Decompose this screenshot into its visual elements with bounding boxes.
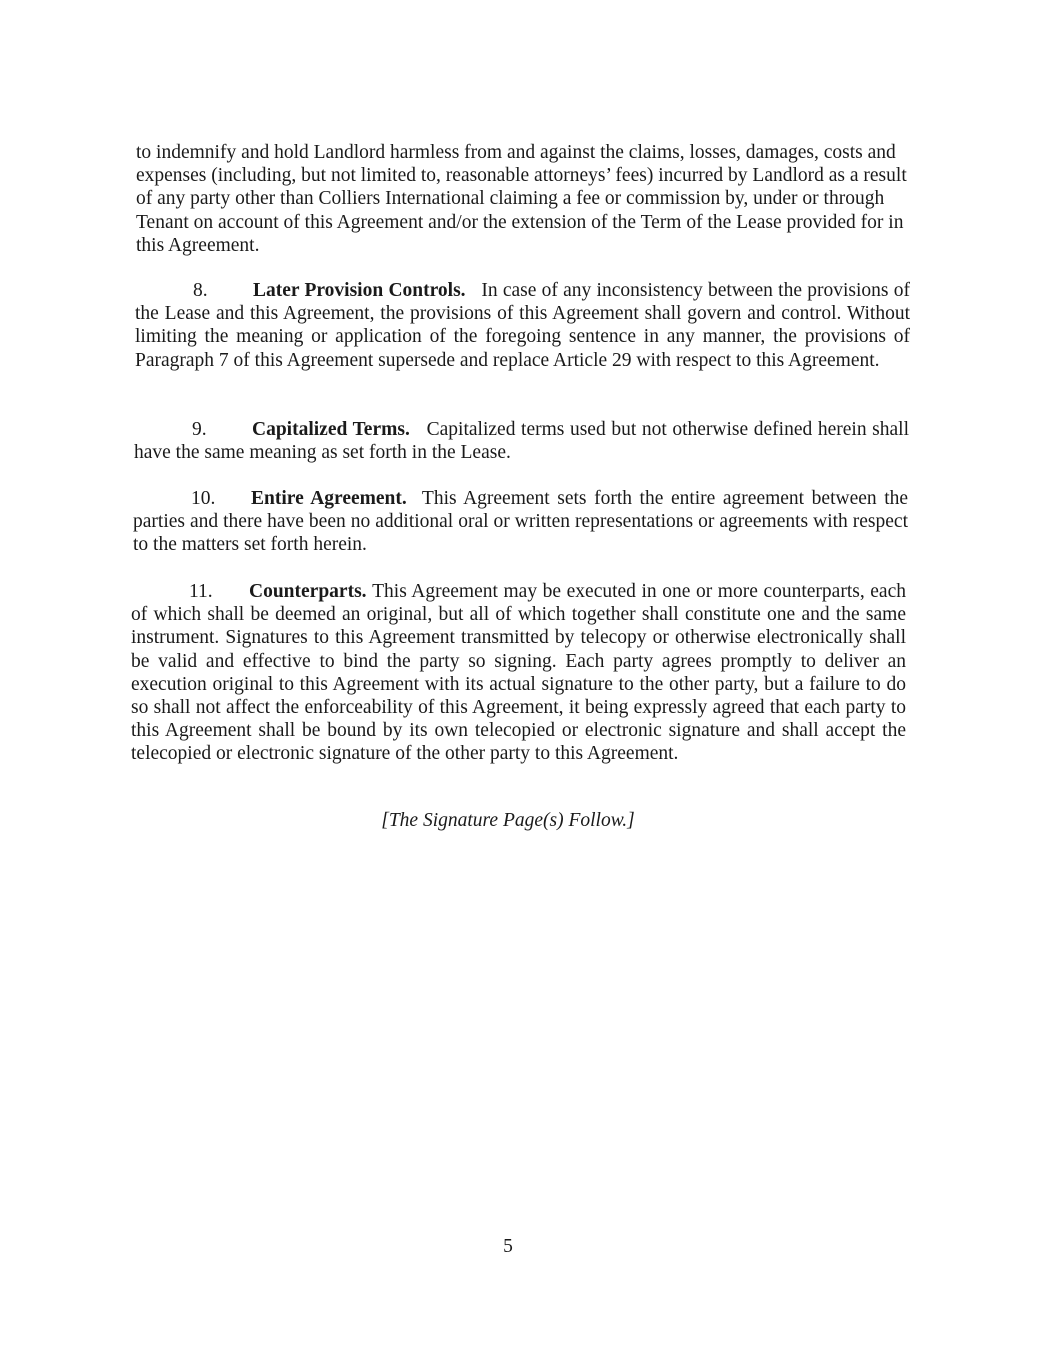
section-heading: Later Provision Controls. [253,280,466,301]
section-number: 8. [193,280,208,301]
section-text: In case of any inconsistency between the provisions of the Lease and this Agreement, the provisions of this Agreement shall govern and control. Without limiting the meaning or application of the foregoing sentence in any manner, the provisions of Paragraph 7 of this Agreement supersede and replace Article 29 with respect to this Agreement. [135,280,910,371]
page-number: 5 [503,1236,513,1257]
section-text: Capitalized terms used but not otherwise defined herein shall have the same meaning as set forth in the Lease. [134,419,910,464]
section-11-paragraph [131,580,906,766]
section-number: 9. [192,419,207,440]
intro-text: to indemnify and hold Landlord harmless from and against the claims, losses, damages, costs and expenses (including, but not limited to, reasonable attorneys’ fees) incurred by Landlord as a result of any party other than Colliers International claiming a fee or commission by, under or through Tenant on account of this Agreement and/or the extension of the Term of the Lease provided for in this Agreement. [136,142,907,256]
intro-paragraph [136,141,910,257]
section-heading: Entire Agreement. [251,488,407,509]
section-8-paragraph [135,279,910,372]
section-10-paragraph [133,487,908,557]
section-9-paragraph [134,418,909,464]
signature-page-note: [The Signature Page(s) Follow.] [381,810,635,831]
section-text: This Agreement sets forth the entire agreement between the parties and there have been no additional oral or written representations or agreements with respect to the matters set forth herein. [133,488,909,556]
section-number: 10. [191,488,216,509]
section-heading: Counterparts. [249,581,367,602]
section-heading: Capitalized Terms. [252,419,410,440]
section-number: 11. [189,581,213,602]
section-text: This Agreement may be executed in one or more counterparts, each of which shall be deemed an original, but all of which together shall constitute one and the same instrument. Signatures to this Agreement transmitted by telecopy or otherwise electronically shall be valid and effective to bind the party so signing. Each party agrees promptly to deliver an execution original to this Agreement with its actual signature to the other party, but a failure to do so shall not affect the enforceability of this Agreement, it being expressly agreed that each party to this Agreement shall be bound by its own telecopied or electronic signature and shall accept the telecopied or electronic signature of the other party to this Agreement. [131,581,906,765]
